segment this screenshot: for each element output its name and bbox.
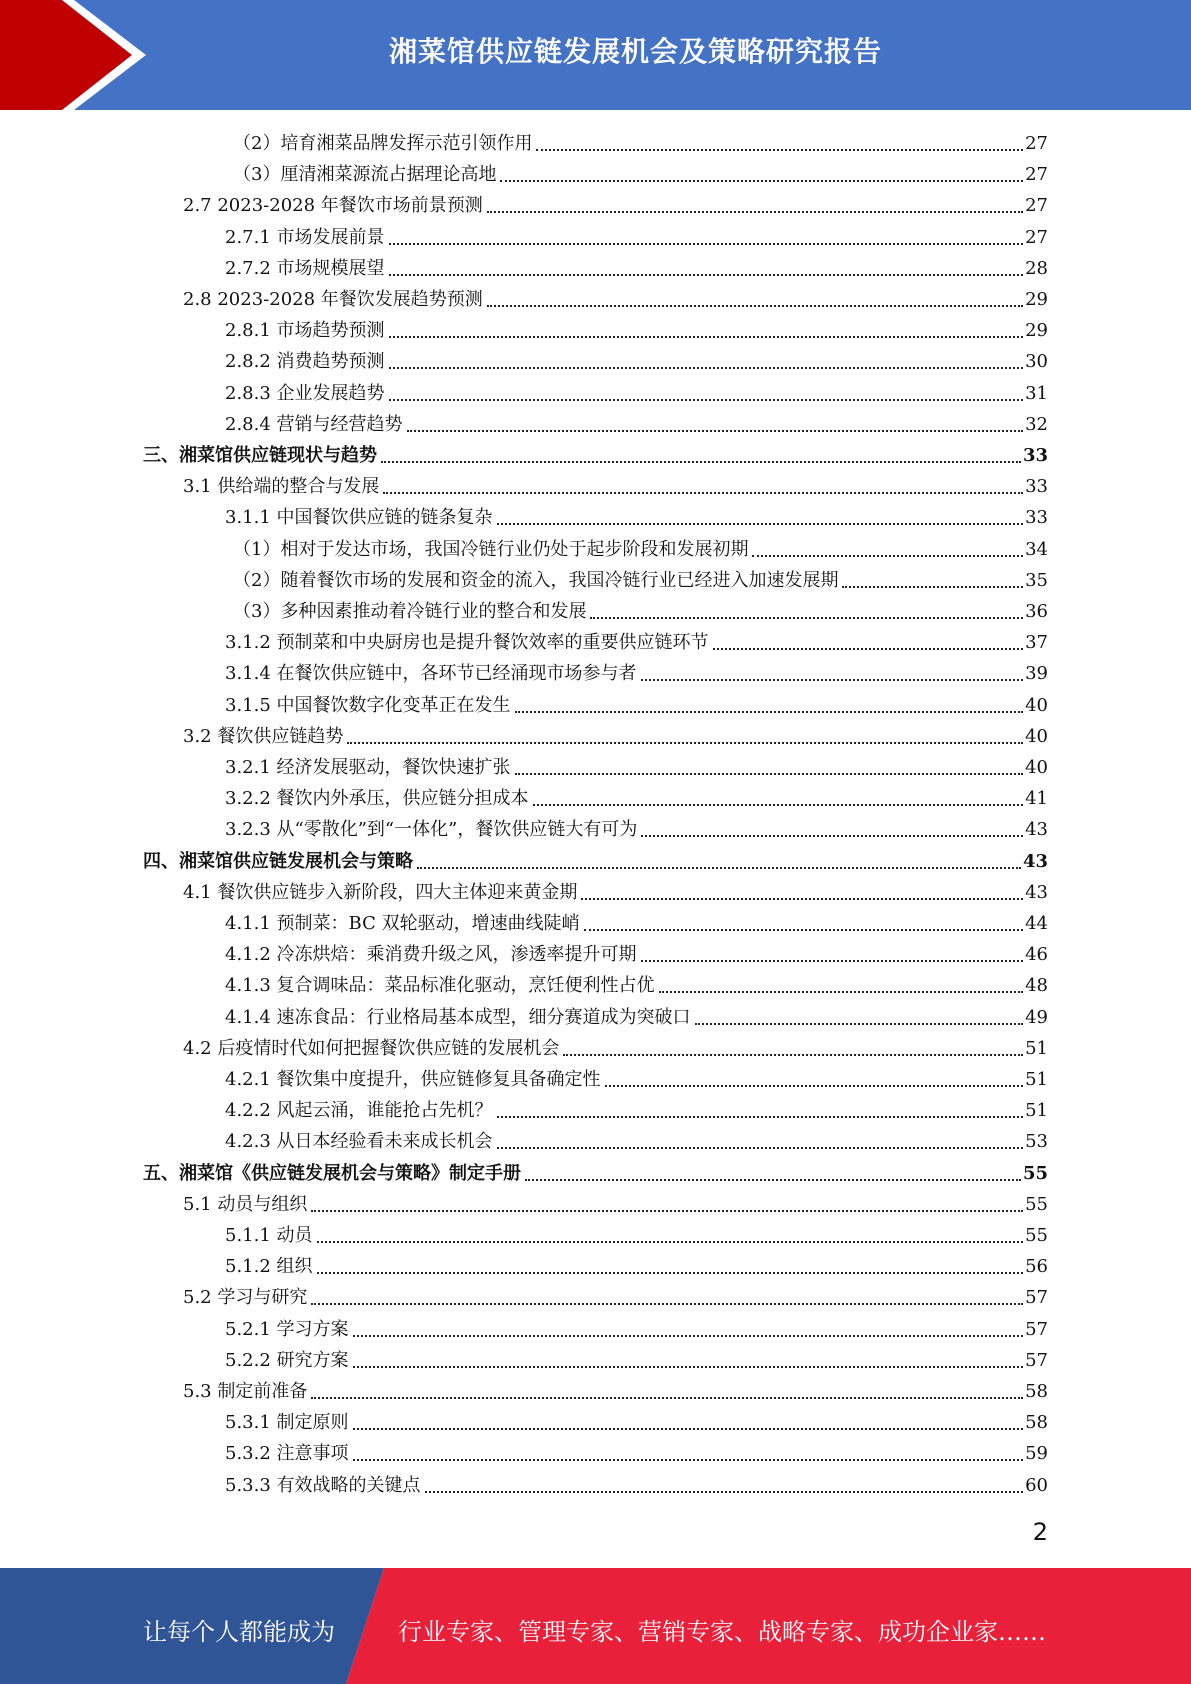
toc-leader-dots [641, 960, 1024, 962]
toc-entry[interactable] [225, 376, 1048, 407]
toc-entry-label: 5.3.1 制定原则 [225, 1412, 349, 1434]
toc-entry-label: 2.8.3 企业发展趋势 [225, 382, 385, 404]
toc-leader-dots [515, 711, 1024, 713]
toc-entry-page: 55 [1025, 1193, 1048, 1215]
toc-leader-dots [605, 1085, 1024, 1087]
toc-leader-dots [417, 867, 1021, 869]
toc-entry[interactable] [225, 500, 1048, 531]
toc-entry-page: 29 [1025, 320, 1048, 342]
toc-entry-page: 60 [1025, 1474, 1048, 1496]
toc-entry-label: 4.1.2 冷冻烘焙：乘消费升级之风，渗透率提升可期 [225, 944, 637, 966]
toc-entry-label: 3.1.4 在餐饮供应链中，各环节已经涌现市场参与者 [225, 663, 637, 685]
toc-entry-label: 3.1.5 中国餐饮数字化变革正在发生 [225, 694, 511, 716]
toc-entry-label: 5.1.1 动员 [225, 1225, 313, 1246]
toc-entry-page: 51 [1025, 1069, 1048, 1090]
toc-leader-dots [695, 1023, 1024, 1025]
toc-leader-dots [311, 1210, 1023, 1212]
toc-entry[interactable] [183, 719, 1048, 750]
toc-leader-dots [407, 430, 1024, 432]
toc-entry[interactable] [225, 1343, 1048, 1374]
toc-entry[interactable] [233, 563, 1048, 594]
toc-entry[interactable] [225, 313, 1048, 344]
toc-leader-dots [383, 492, 1023, 494]
toc-entry[interactable] [183, 875, 1048, 906]
toc-entry-page: 59 [1025, 1443, 1048, 1465]
toc-entry-label: 2.8.4 营销与经营趋势 [225, 413, 403, 435]
toc-leader-dots [389, 399, 1024, 401]
toc-entry-page: 43 [1025, 819, 1048, 841]
toc-entry[interactable] [225, 750, 1048, 781]
toc-leader-dots [641, 835, 1023, 837]
toc-entry[interactable] [225, 1468, 1048, 1499]
toc-leader-dots [842, 586, 1023, 588]
toc-leader-dots [497, 1147, 1024, 1149]
toc-entry-label: 3.2.2 餐饮内外承压，供应链分担成本 [225, 788, 529, 810]
toc-leader-dots [389, 274, 1024, 276]
toc-entry-page: 51 [1025, 1037, 1048, 1059]
toc-leader-dots [641, 679, 1024, 681]
toc-entry-label: 2.7 2023-2028 年餐饮市场前景预测 [183, 195, 483, 217]
toc-entry[interactable] [143, 1156, 1048, 1187]
toc-entry-label: 3.1.1 中国餐饮供应链的链条复杂 [225, 507, 493, 529]
toc-entry[interactable] [225, 625, 1048, 656]
toc-entry-label: 5.2.1 学习方案 [225, 1318, 349, 1340]
toc-leader-dots [425, 1491, 1024, 1493]
toc-entry-label: 2.8.2 消费趋势预测 [225, 351, 385, 373]
page-number: 2 [1032, 1518, 1048, 1546]
toc-entry-page: 40 [1025, 694, 1048, 716]
toc-entry-label: 2.8.1 市场趋势预测 [225, 320, 385, 342]
toc-entry[interactable] [225, 1124, 1048, 1155]
toc-leader-dots [381, 461, 1021, 463]
toc-entry-page: 58 [1025, 1381, 1048, 1402]
toc-entry-page: 51 [1025, 1100, 1048, 1122]
toc-entry[interactable] [225, 1312, 1048, 1343]
toc-entry-label: 三、湘菜馆供应链现状与趋势 [143, 445, 377, 466]
toc-entry[interactable] [225, 688, 1048, 719]
toc-entry-page: 57 [1025, 1318, 1048, 1340]
toc-entry-label: 3.2.3 从“零散化”到“一体化”，餐饮供应链大有可为 [225, 819, 638, 841]
footer-slogan-left: 让每个人都能成为 [143, 1618, 335, 1646]
page-header [0, 0, 1191, 110]
toc-entry[interactable] [225, 220, 1048, 251]
toc-leader-dots [500, 180, 1023, 182]
toc-leader-dots [317, 1241, 1024, 1243]
toc-entry-label: （3）厘清湘菜源流占据理论高地 [233, 164, 497, 186]
toc-entry[interactable] [233, 126, 1048, 157]
toc-entry-label: 5.1 动员与组织 [183, 1193, 308, 1215]
toc-entry-page: 27 [1025, 195, 1048, 217]
toc-entry-label: （1）相对于发达市场，我国冷链行业仍处于起步阶段和发展初期 [233, 538, 749, 560]
toc-entry[interactable] [183, 469, 1048, 500]
toc-entry-label: 5.3.3 有效战略的关键点 [225, 1474, 421, 1496]
toc-entry[interactable] [183, 1031, 1048, 1062]
toc-entry-page: 27 [1025, 133, 1048, 154]
toc-leader-dots [389, 336, 1024, 338]
footer-slogan-right: 行业专家、管理专家、营销专家、战略专家、成功企业家…… [398, 1618, 1046, 1646]
toc-entry-label: 5.2.2 研究方案 [225, 1349, 349, 1371]
toc-entry-label: 四、湘菜馆供应链发展机会与策略 [143, 850, 413, 872]
toc-entry-page: 46 [1025, 944, 1048, 966]
toc-leader-dots [389, 367, 1024, 369]
toc-entry-page: 55 [1022, 1162, 1048, 1184]
toc-entry[interactable] [233, 157, 1048, 188]
toc-entry-page: 43 [1025, 881, 1048, 903]
toc-entry-page: 58 [1025, 1412, 1048, 1434]
toc-leader-dots [584, 929, 1024, 931]
toc-leader-dots [525, 1179, 1021, 1181]
toc-entry-page: 48 [1025, 975, 1048, 997]
toc-entry-page: 33 [1022, 445, 1048, 466]
toc-leader-dots [563, 1054, 1023, 1056]
toc-entry-page: 57 [1025, 1287, 1048, 1309]
toc-entry-page: 27 [1025, 164, 1048, 186]
toc-entry-page: 33 [1025, 476, 1048, 498]
toc-leader-dots [497, 1116, 1024, 1118]
toc-entry-label: 2.7.1 市场发展前景 [225, 226, 385, 248]
toc-entry[interactable] [183, 188, 1048, 219]
toc-entry-label: 4.2 后疫情时代如何把握餐饮供应链的发展机会 [183, 1037, 560, 1059]
toc-entry[interactable] [143, 438, 1048, 469]
page-footer [0, 1568, 1191, 1684]
toc-entry[interactable] [225, 1218, 1048, 1249]
toc-leader-dots [487, 211, 1023, 213]
toc-entry-label: 4.1.4 速冻食品：行业格局基本成型，细分赛道成为突破口 [225, 1006, 691, 1028]
toc-entry[interactable] [225, 656, 1048, 687]
toc-entry-label: 5.3 制定前准备 [183, 1381, 308, 1402]
toc-leader-dots [353, 1459, 1024, 1461]
toc-leader-dots [311, 1303, 1023, 1305]
toc-entry-label: 4.1.1 预制菜：BC 双轮驱动，增速曲线陡峭 [225, 913, 580, 934]
toc-entry-page: 43 [1022, 850, 1048, 872]
toc-leader-dots [487, 305, 1023, 307]
toc-leader-dots [752, 555, 1023, 557]
toc-entry-page: 31 [1025, 382, 1048, 404]
toc-leader-dots [533, 804, 1024, 806]
toc-entry[interactable] [225, 1093, 1048, 1124]
toc-entry-page: 44 [1025, 913, 1048, 934]
toc-entry-label: 3.1 供给端的整合与发展 [183, 476, 380, 498]
toc-entry-label: 4.2.1 餐饮集中度提升，供应链修复具备确定性 [225, 1069, 601, 1090]
toc-entry-page: 37 [1025, 632, 1048, 654]
toc-entry-page: 27 [1025, 226, 1048, 248]
toc-entry-label: （3）多种因素推动着冷链行业的整合和发展 [233, 601, 587, 622]
toc-entry-page: 28 [1025, 257, 1048, 279]
toc-entry-page: 32 [1025, 413, 1048, 435]
toc-leader-dots [713, 648, 1024, 650]
toc-entry[interactable] [233, 532, 1048, 563]
toc-entry[interactable] [233, 594, 1048, 625]
toc-entry[interactable] [225, 1062, 1048, 1093]
toc-entry[interactable] [225, 1436, 1048, 1467]
toc-entry[interactable] [183, 1374, 1048, 1405]
toc-entry[interactable] [225, 1405, 1048, 1436]
toc-entry-label: 2.8 2023-2028 年餐饮发展趋势预测 [183, 289, 483, 310]
toc-entry[interactable] [225, 968, 1048, 999]
toc-entry-label: 3.1.2 预制菜和中央厨房也是提升餐饮效率的重要供应链环节 [225, 632, 709, 654]
toc-entry-label: 3.2.1 经济发展驱动，餐饮快速扩张 [225, 757, 511, 778]
toc-entry[interactable] [225, 937, 1048, 968]
toc-entry-page: 56 [1025, 1256, 1048, 1278]
toc-entry[interactable] [225, 1249, 1048, 1280]
toc-entry-label: 4.1 餐饮供应链步入新阶段，四大主体迎来黄金期 [183, 881, 578, 903]
toc-entry-label: 5.2 学习与研究 [183, 1287, 308, 1309]
toc-entry-page: 34 [1025, 538, 1048, 560]
toc-leader-dots [347, 742, 1023, 744]
toc-leader-dots [353, 1335, 1024, 1337]
toc-entry-label: 4.1.3 复合调味品：菜品标准化驱动，烹饪便利性占优 [225, 975, 655, 997]
toc-entry-page: 33 [1025, 507, 1048, 529]
toc-entry-page: 35 [1025, 569, 1048, 591]
toc-entry[interactable] [225, 407, 1048, 438]
toc-entry-label: 4.2.2 风起云涌，谁能抢占先机？ [225, 1100, 493, 1122]
toc-entry-label: 五、湘菜馆《供应链发展机会与策略》制定手册 [143, 1162, 521, 1184]
toc-entry-page: 40 [1025, 725, 1048, 747]
toc-entry[interactable] [225, 344, 1048, 375]
toc-entry-label: （2）随着餐饮市场的发展和资金的流入，我国冷链行业已经进入加速发展期 [233, 569, 839, 591]
toc-entry[interactable] [225, 251, 1048, 282]
toc-leader-dots [581, 898, 1023, 900]
toc-entry[interactable] [225, 1000, 1048, 1031]
toc-entry[interactable] [143, 844, 1048, 875]
toc-leader-dots [389, 243, 1024, 245]
toc-entry-page: 40 [1025, 757, 1048, 778]
toc-leader-dots [311, 1397, 1023, 1399]
toc-leader-dots [497, 523, 1024, 525]
toc-leader-dots [515, 773, 1024, 775]
toc-entry-page: 49 [1025, 1006, 1048, 1028]
toc-entry[interactable] [183, 1280, 1048, 1311]
toc-entry-page: 55 [1025, 1225, 1048, 1246]
toc-entry[interactable] [183, 1187, 1048, 1218]
toc-leader-dots [353, 1428, 1024, 1430]
toc-leader-dots [659, 991, 1024, 993]
toc-entry[interactable] [225, 781, 1048, 812]
toc-entry-page: 36 [1025, 601, 1048, 622]
toc-entry-page: 39 [1025, 663, 1048, 685]
toc-entry-label: 3.2 餐饮供应链趋势 [183, 725, 344, 747]
toc-entry-page: 29 [1025, 289, 1048, 310]
toc-entry-label: 4.2.3 从日本经验看未来成长机会 [225, 1131, 493, 1153]
toc-entry-label: （2）培育湘菜品牌发挥示范引领作用 [233, 133, 533, 154]
report-title: 湘菜馆供应链发展机会及策略研究报告 [388, 35, 882, 68]
toc-entry-page: 57 [1025, 1349, 1048, 1371]
toc-entry[interactable] [225, 812, 1048, 843]
toc-leader-dots [353, 1366, 1024, 1368]
toc-entry-page: 53 [1025, 1131, 1048, 1153]
toc-entry-page: 41 [1025, 788, 1048, 810]
toc-entry-label: 5.1.2 组织 [225, 1256, 313, 1278]
toc-entry[interactable] [183, 282, 1048, 313]
toc-entry[interactable] [225, 906, 1048, 937]
toc-leader-dots [590, 617, 1023, 619]
toc-entry-label: 2.7.2 市场规模展望 [225, 257, 385, 279]
toc-leader-dots [317, 1272, 1024, 1274]
toc-leader-dots [536, 149, 1023, 151]
toc-entry-label: 5.3.2 注意事项 [225, 1443, 349, 1465]
toc-entry-page: 30 [1025, 351, 1048, 373]
